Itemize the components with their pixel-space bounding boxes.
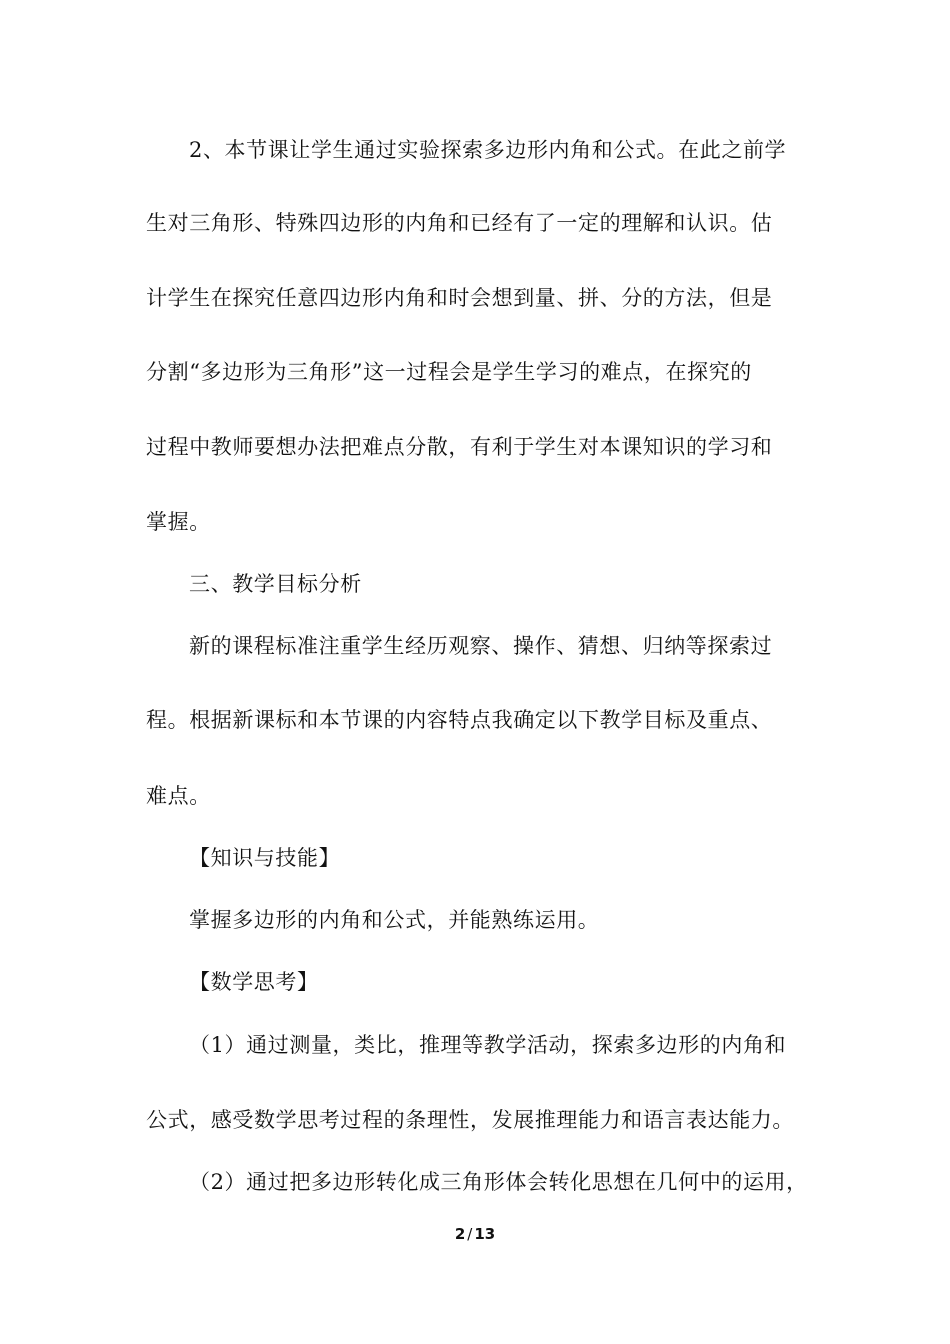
paragraph-line: 公式，感受数学思考过程的条理性，发展推理能力和语言表达能力。 — [146, 1108, 794, 1132]
subsection-heading: 【数学思考】 — [189, 970, 319, 994]
paragraph-line: （1）通过测量，类比，推理等教学活动，探索多边形的内角和 — [189, 1033, 787, 1057]
paragraph-line: 分割“多边形为三角形”这一过程会是学生学习的难点，在探究的 — [146, 360, 752, 384]
paragraph-line: 2、本节课让学生通过实验探索多边形内角和公式。在此之前学 — [189, 138, 787, 162]
paragraph-line: （2）通过把多边形转化成三角形体会转化思想在几何中的运用， — [189, 1170, 808, 1194]
current-page-number: 2 — [454, 1225, 466, 1243]
paragraph-line: 难点。 — [146, 784, 211, 808]
page-number — [0, 1223, 950, 1245]
paragraph-line: 掌握多边形的内角和公式，并能熟练运用。 — [189, 908, 600, 932]
paragraph-line: 生对三角形、特殊四边形的内角和已经有了一定的理解和认识。估 — [146, 211, 773, 235]
paragraph-line: 过程中教师要想办法把难点分散，有利于学生对本课知识的学习和 — [146, 435, 773, 459]
paragraph-line: 掌握。 — [146, 510, 211, 534]
paragraph-line: 新的课程标准注重学生经历观察、操作、猜想、归纳等探索过 — [189, 634, 773, 658]
subsection-heading: 【知识与技能】 — [189, 846, 341, 870]
page-separator: / — [467, 1225, 473, 1243]
total-pages-number: 13 — [474, 1225, 496, 1243]
section-heading: 三、教学目标分析 — [189, 572, 362, 596]
paragraph-line: 程。根据新课标和本节课的内容特点我确定以下教学目标及重点、 — [146, 708, 773, 732]
paragraph-line: 计学生在探究任意四边形内角和时会想到量、拼、分的方法，但是 — [146, 286, 773, 310]
